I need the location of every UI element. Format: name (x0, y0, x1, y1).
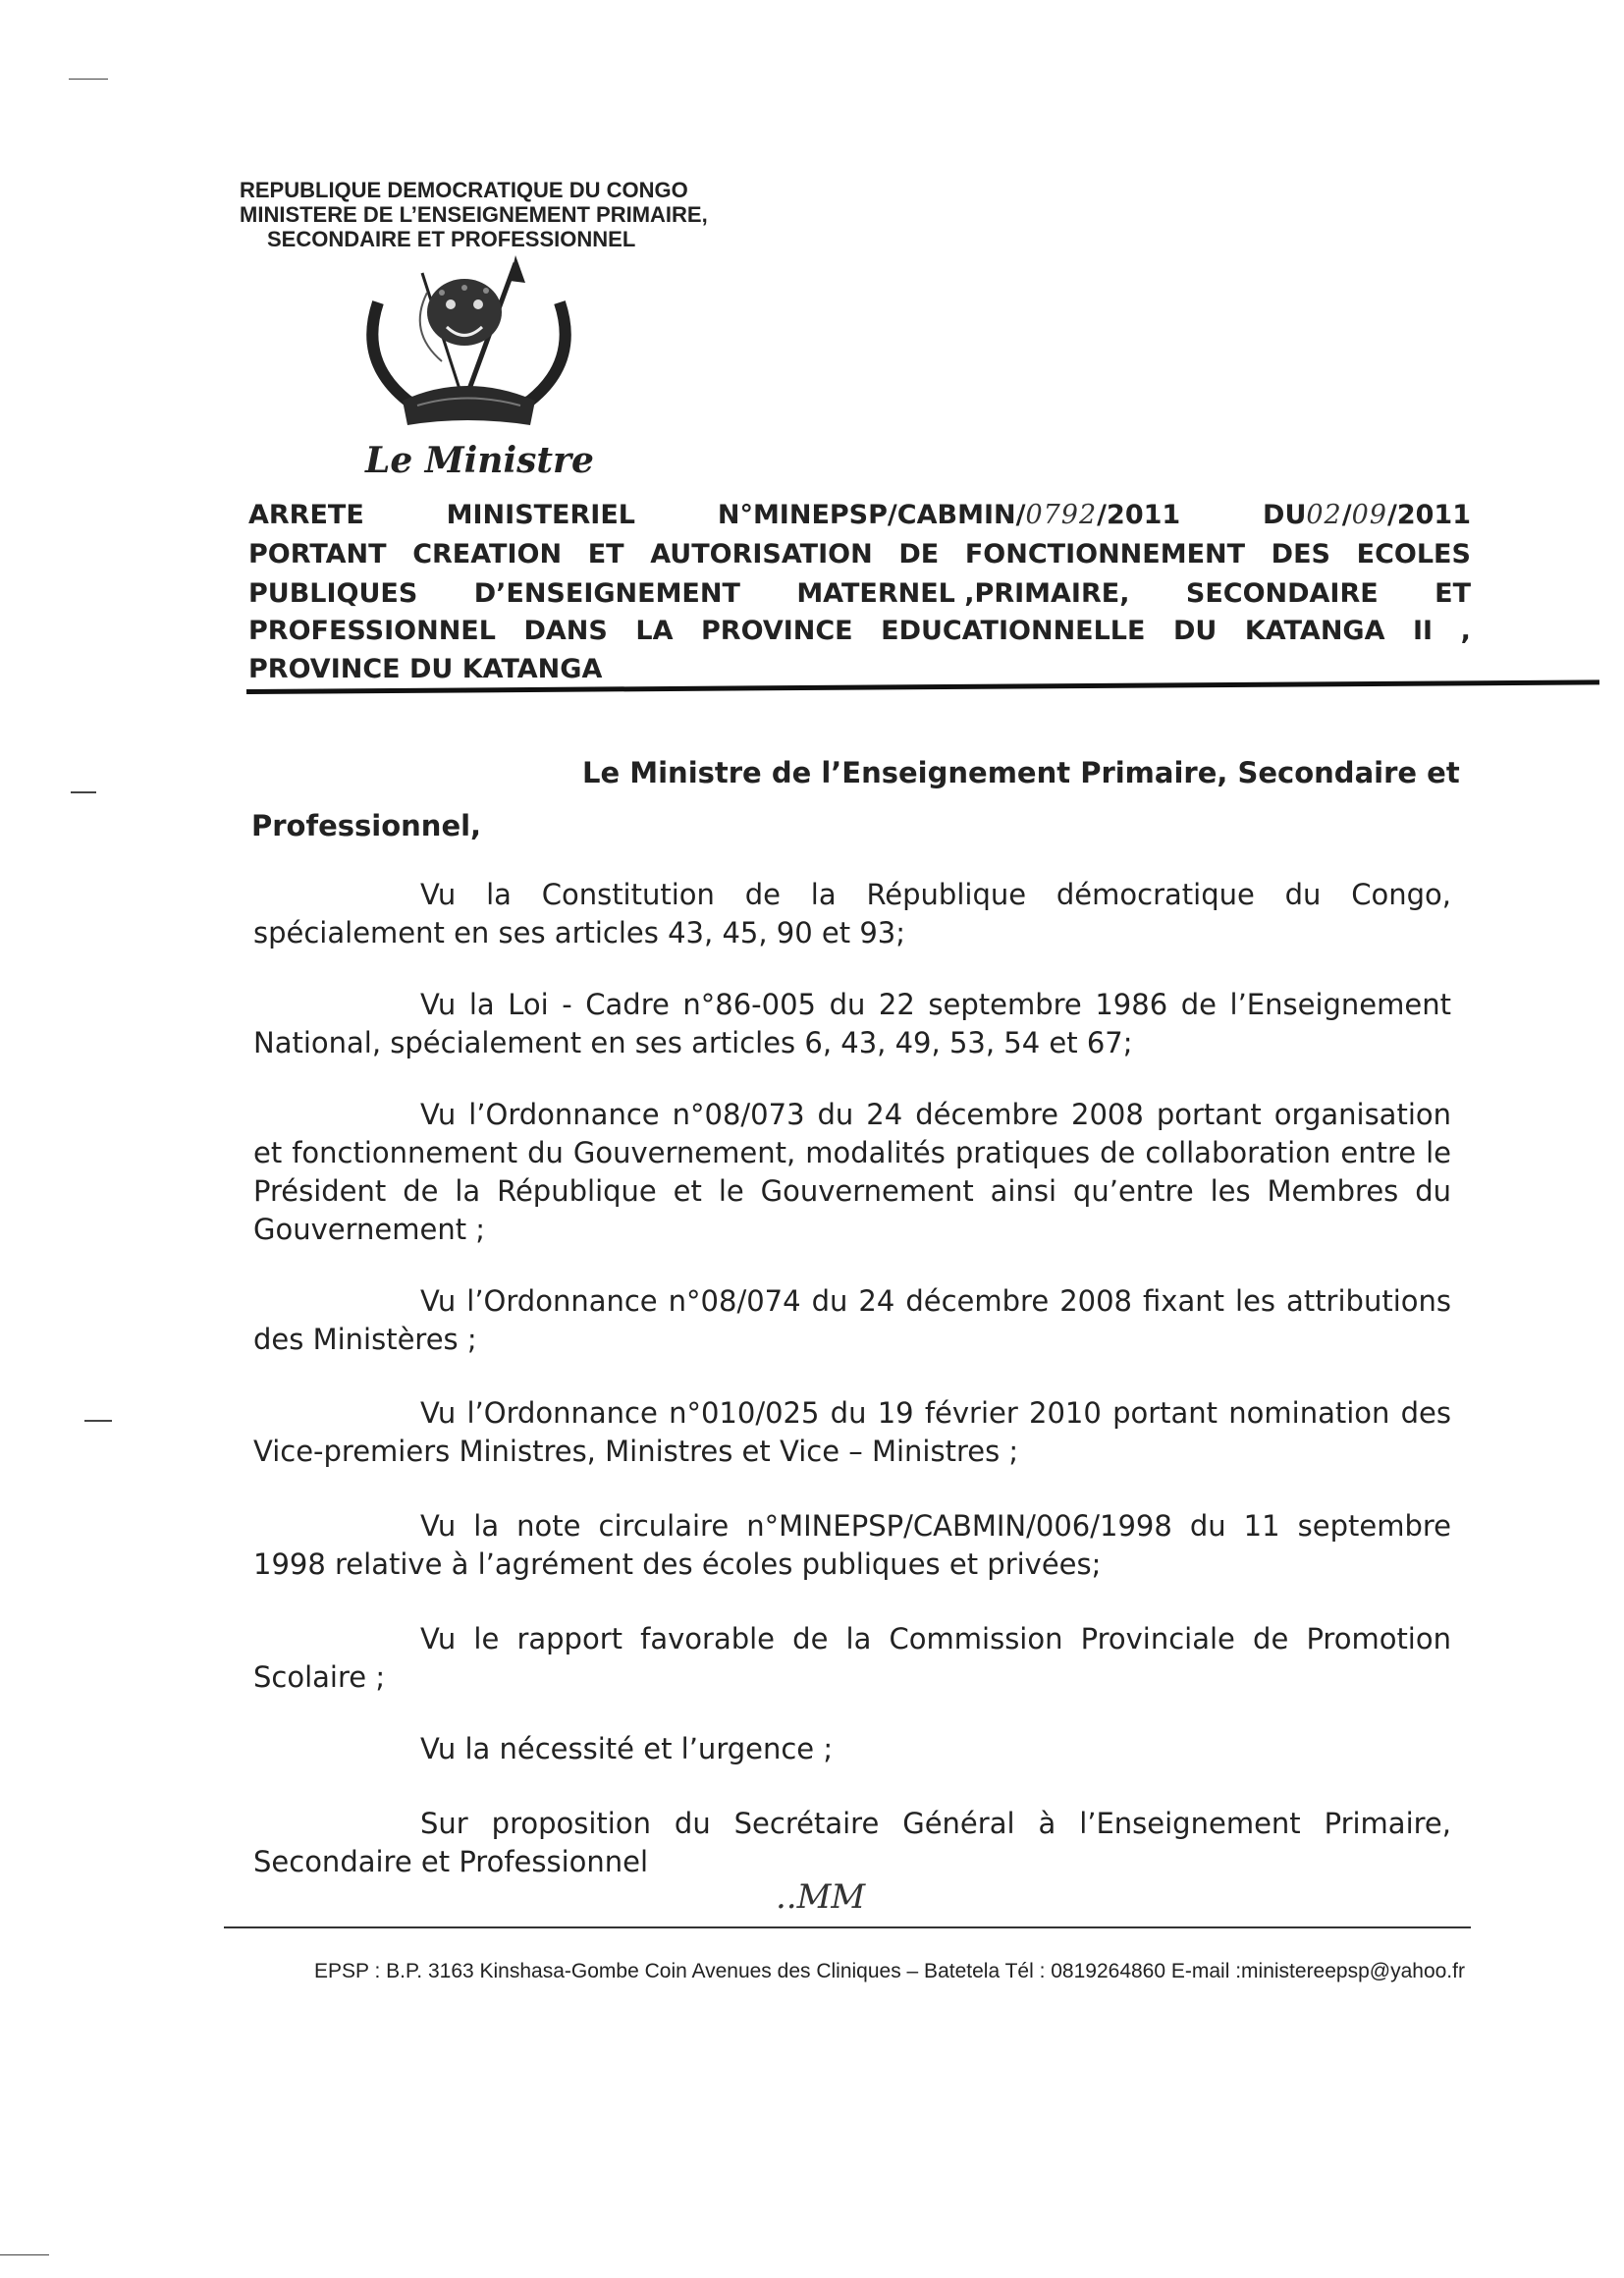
title-line-1 (248, 501, 1471, 530)
title-word: ARRETE (248, 500, 364, 530)
title-line-4 (248, 617, 1471, 646)
header-ministry-cont: SECONDAIRE ET PROFESSIONNEL (267, 227, 636, 251)
title-word: PROVINCE (701, 616, 853, 646)
handwritten-number: 0792 (1025, 500, 1098, 530)
paragraph-constitution: Vu la Constitution de la République démocratique du Congo, spécialement en ses articles 43, 45, 90 et 93; (253, 878, 1451, 949)
scan-mark (69, 79, 108, 80)
handwritten-month: 09 (1351, 500, 1387, 530)
paragraph-note-circulaire: Vu la note circulaire n°MINEPSP/CABMIN/006/1998 du 11 septembre 1998 relative à l’agrément des écoles publiques et privées; (253, 1509, 1451, 1581)
paragraph-loi-cadre: Vu la Loi - Cadre n°86-005 du 22 septembre 1986 de l’Enseignement National, spécialement en ses articles 6, 43, 49, 53, 54 et 67; (253, 988, 1451, 1059)
leopard-coat-of-arms-icon (349, 253, 584, 440)
minister-heading: Le Ministre de l’Enseignement Primaire, Secondaire et (582, 756, 1460, 789)
title-word: CREATION (412, 539, 563, 570)
title-word: ECOLES (1356, 539, 1471, 570)
paragraph-proposition: Sur proposition du Secrétaire Général à l’Enseignement Primaire, Secondaire et Professionnel (253, 1807, 1451, 1878)
signature-title: Le Ministre (365, 440, 594, 481)
minister-heading-cont: Professionnel, (251, 809, 482, 842)
title-word: DU (1173, 616, 1218, 646)
title-word: PUBLIQUES (248, 578, 418, 609)
title-word: MATERNEL ,PRIMAIRE, (796, 578, 1130, 609)
title-line-3 (248, 579, 1471, 609)
header-ministry: MINISTERE DE L’ENSEIGNEMENT PRIMAIRE, (240, 202, 708, 227)
footer-contact: EPSP : B.P. 3163 Kinshasa-Gombe Coin Avenues des Cliniques – Batetela Tél : 0819264860 E-mail :ministereepsp@yahoo.fr (314, 1960, 1465, 1982)
paragraph-rapport: Vu le rapport favorable de la Commission Provinciale de Promotion Scolaire ; (253, 1622, 1451, 1694)
title-word: DES (1271, 539, 1330, 570)
title-word: II (1413, 616, 1434, 646)
scan-mark (0, 2254, 49, 2255)
title-word: MINISTERIEL (446, 500, 635, 530)
title-word: D’ENSEIGNEMENT (473, 578, 740, 609)
paragraph-ordonnance-025: Vu l’Ordonnance n°010/025 du 19 février 2010 portant nomination des Vice-premiers Ministres, Ministres et Vice – Ministres ; (253, 1396, 1451, 1468)
title-word: , (1460, 616, 1471, 646)
title-word: ET (587, 539, 624, 570)
title-word: DANS (523, 616, 608, 646)
title-line-5: PROVINCE DU KATANGA (248, 654, 603, 684)
title-word: EDUCATIONNELLE (881, 616, 1146, 646)
title-line-2 (248, 540, 1471, 570)
scan-mark (84, 1420, 112, 1422)
header-republic: REPUBLIQUE DEMOCRATIQUE DU CONGO (240, 178, 688, 202)
title-word: PORTANT (248, 539, 387, 570)
title-word: LA (635, 616, 674, 646)
decree-number: N°MINEPSP/CABMIN/0792/2011 (717, 500, 1181, 530)
decree-date: DU02/09/2011 (1263, 500, 1471, 530)
title-word: PROFESSIONNEL (248, 616, 496, 646)
handwritten-initials: ..MM (776, 1877, 866, 1917)
handwritten-day: 02 (1306, 500, 1342, 530)
footer-divider (224, 1926, 1471, 1928)
title-word: SECONDAIRE (1185, 578, 1379, 609)
title-word: DE (898, 539, 940, 570)
scan-mark (71, 791, 96, 793)
title-word: KATANGA (1244, 616, 1385, 646)
paragraph-urgence: Vu la nécessité et l’urgence ; (420, 1732, 834, 1765)
title-word: FONCTIONNEMENT (964, 539, 1246, 570)
title-word: AUTORISATION (650, 539, 873, 570)
title-word: ET (1435, 578, 1471, 609)
paragraph-ordonnance-073: Vu l’Ordonnance n°08/073 du 24 décembre 2008 portant organisation et fonctionnement du Gouvernement, modalités pratiques de collaboration entre le Président de la République et le Gouvernement ainsi qu’entre les Membres du Gouvernement ; (253, 1098, 1451, 1246)
paragraph-ordonnance-074: Vu l’Ordonnance n°08/074 du 24 décembre 2008 fixant les attributions des Ministères ; (253, 1284, 1451, 1356)
